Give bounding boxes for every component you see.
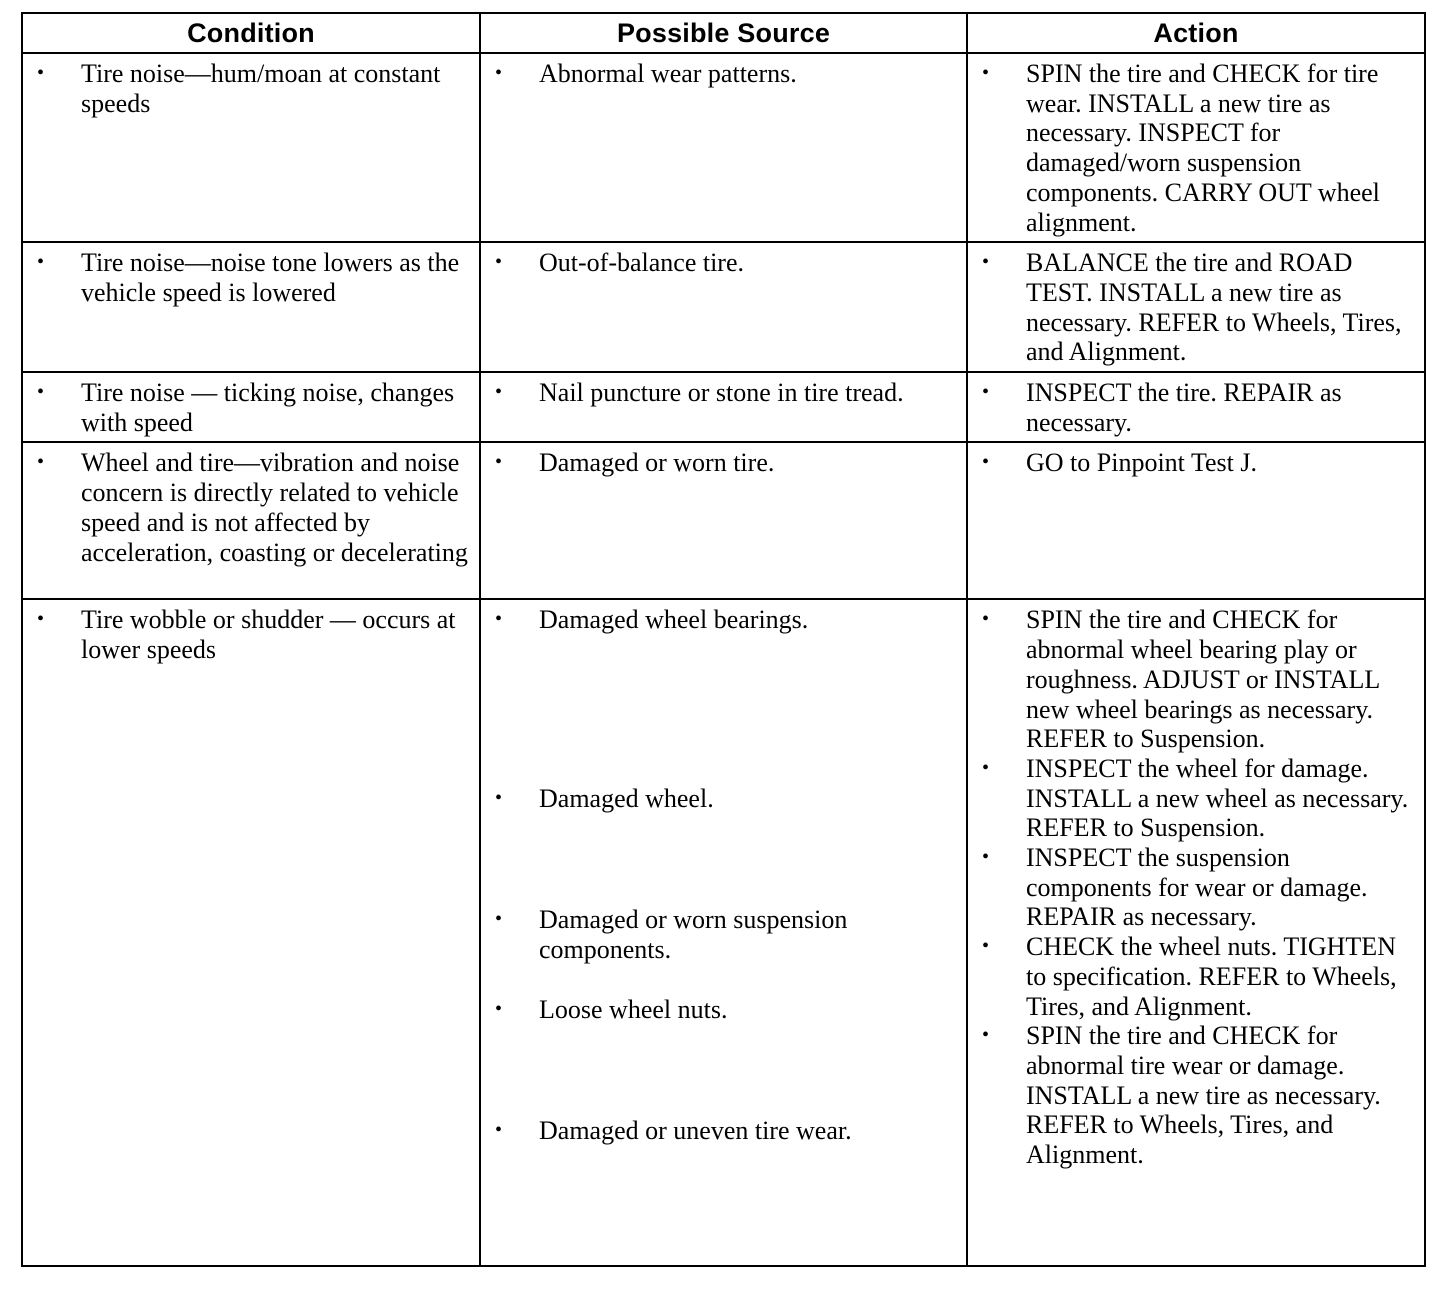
condition-text: Wheel and tire—vibration and noise concern is directly related to vehicle speed and is not affected by acceleration, coasting or decelerating [81, 448, 468, 567]
action-item [982, 448, 1414, 478]
action-item [982, 378, 1414, 437]
source-text: Abnormal wear patterns. [539, 59, 797, 88]
action-text: BALANCE the tire and ROAD TEST. INSTALL a new tire as necessary. REFER to Wheels, Tires, and Alignment. [1026, 248, 1402, 367]
header-condition: Condition [22, 13, 480, 53]
source-text: Nail puncture or stone in tire tread. [539, 378, 904, 408]
source-text: Damaged or worn suspension components. [539, 904, 848, 964]
source-item [495, 59, 956, 89]
source-cell [480, 599, 967, 1266]
condition-cell [22, 442, 480, 599]
condition-text: Tire noise—noise tone lowers as the vehicle speed is lowered [81, 248, 460, 307]
action-item [982, 843, 1414, 932]
source-item [495, 605, 956, 635]
bullet-icon: • [982, 935, 990, 958]
table-row [22, 242, 1425, 372]
source-item [495, 995, 956, 1025]
action-text: CHECK the wheel nuts. TIGHTEN to specification. REFER to Wheels, Tires, and Alignment. [1026, 932, 1397, 1021]
source-cell [480, 242, 967, 372]
action-item [982, 754, 1414, 843]
source-item [495, 905, 956, 964]
diagnosis-table [21, 12, 1426, 1267]
bullet-icon: • [37, 451, 45, 474]
action-text: SPIN the tire and CHECK for tire wear. INSTALL a new tire as necessary. INSPECT for damaged/worn suspension components. CARRY OUT wheel alignment. [1026, 59, 1380, 237]
bullet-icon: • [495, 251, 503, 274]
bullet-icon: • [982, 251, 990, 274]
bullet-icon: • [982, 451, 990, 474]
action-item [982, 1021, 1414, 1170]
condition-cell [22, 372, 480, 442]
source-cell [480, 372, 967, 442]
action-text: INSPECT the suspension components for wear or damage. REPAIR as necessary. [1026, 843, 1368, 932]
condition-text: Tire noise—hum/moan at constant speeds [81, 59, 441, 118]
action-item [982, 932, 1414, 1021]
table-row [22, 372, 1425, 442]
condition-item [37, 59, 469, 118]
source-text: Damaged wheel bearings. [539, 605, 809, 635]
bullet-icon: • [495, 451, 503, 474]
action-cell [967, 442, 1425, 599]
source-cell [480, 442, 967, 599]
action-text: GO to Pinpoint Test J. [1026, 448, 1258, 478]
bullet-icon: • [495, 62, 503, 84]
bullet-icon: • [495, 998, 503, 1021]
condition-item [37, 378, 469, 437]
action-item [982, 248, 1414, 367]
header-possible-source: Possible Source [480, 13, 967, 53]
condition-text: Tire noise — ticking noise, changes with speed [81, 378, 455, 437]
bullet-icon: • [37, 62, 45, 84]
condition-item [37, 605, 469, 664]
bullet-icon: • [982, 1024, 990, 1047]
action-text: SPIN the tire and CHECK for abnormal tire wear or damage. INSTALL a new tire as necessary. REFER to Wheels, Tires, and Alignment. [1026, 1021, 1381, 1170]
action-text: SPIN the tire and CHECK for abnormal wheel bearing play or roughness. ADJUST or INSTALL new wheel bearings as necessary. REFER to Suspension. [1026, 605, 1380, 754]
header-action: Action [967, 13, 1425, 53]
condition-cell [22, 242, 480, 372]
source-text: Damaged or uneven tire wear. [539, 1115, 852, 1145]
source-text: Damaged wheel. [539, 784, 714, 814]
action-cell [967, 372, 1425, 442]
condition-cell [22, 53, 480, 242]
condition-cell [22, 599, 480, 1266]
bullet-icon: • [982, 608, 990, 631]
header-row [22, 13, 1425, 53]
condition-text: Tire wobble or shudder — occurs at lower speeds [81, 605, 456, 665]
bullet-icon: • [37, 251, 45, 274]
bullet-icon: • [982, 381, 990, 404]
bullet-icon: • [495, 907, 503, 930]
source-item [495, 378, 956, 408]
table-row [22, 442, 1425, 599]
source-item [495, 448, 956, 478]
bullet-icon: • [982, 756, 990, 779]
source-text: Loose wheel nuts. [539, 995, 728, 1025]
bullet-icon: • [982, 62, 990, 84]
action-cell [967, 599, 1425, 1266]
table-row [22, 599, 1425, 1266]
bullet-icon: • [982, 846, 990, 869]
bullet-icon: • [495, 1118, 503, 1141]
action-item [982, 59, 1414, 237]
action-cell [967, 53, 1425, 242]
source-item [495, 1116, 956, 1146]
action-text: INSPECT the wheel for damage. INSTALL a new wheel as necessary. REFER to Suspension. [1026, 753, 1409, 843]
source-item [495, 784, 956, 814]
bullet-icon: • [495, 608, 503, 631]
source-text: Damaged or worn tire. [539, 448, 775, 478]
action-item [982, 605, 1414, 754]
bullet-icon: • [495, 381, 503, 404]
condition-item [37, 448, 469, 567]
action-cell [967, 242, 1425, 372]
source-text: Out-of-balance tire. [539, 248, 745, 278]
action-text: INSPECT the tire. REPAIR as necessary. [1026, 378, 1342, 437]
bullet-icon: • [37, 608, 45, 631]
table-row [22, 53, 1425, 242]
source-cell [480, 53, 967, 242]
bullet-icon: • [495, 787, 503, 810]
bullet-icon: • [37, 381, 45, 404]
condition-item [37, 248, 469, 307]
source-item [495, 248, 956, 278]
